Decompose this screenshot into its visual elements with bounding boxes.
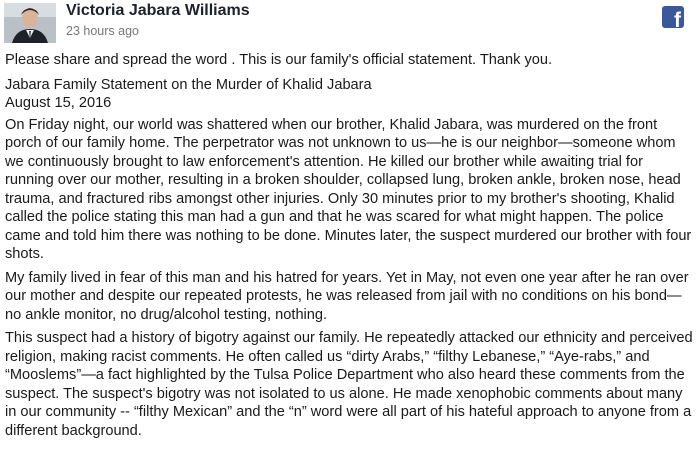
author-avatar[interactable] — [4, 3, 56, 43]
statement-paragraph: On Friday night, our world was shattered when our brother, Khalid Jabara, was murdered on the front porch of our family home. The perpetrator was not unknown to us—he is our neighbor—someone whom we continuously brought to law enforcement's attention. He killed our brother while awaiting trial for running over our mother, resulting in a broken shoulder, collapsed lung, broken ankle, broken nose, head trauma, and fractured ribs amongst other injuries. Only 30 minutes prior to my brother's shooting, Khalid called the police stating this man had a gun and that he was scared for what might happen. The police came and told him there was nothing to be done. Minutes later, the suspect murdered our brother with four shots. — [5, 116, 692, 262]
share-line: Please share and spread the word . This is our family's official statement. Thank you. — [5, 52, 553, 68]
author-name[interactable]: Victoria Jabara Williams — [66, 2, 250, 19]
post-timestamp[interactable]: 23 hours ago — [66, 24, 139, 38]
post-header — [0, 0, 700, 46]
statement-paragraph: My family lived in fear of this man and his hatred for years. Yet in May, not even one year after he ran over our mother and despite our repeated protests, he was released from jail with no conditions on his bond—no ankle monitor, no drug/alcohol testing, nothing. — [5, 269, 689, 323]
facebook-icon: f — [662, 6, 684, 28]
avatar-photo — [4, 3, 56, 43]
post-body — [5, 51, 695, 440]
statement-title: Jabara Family Statement on the Murder of Khalid Jabara — [5, 76, 372, 93]
statement-paragraph: This suspect had a history of bigotry against our family. He repeatedly attacked our ethnicity and perceived religion, making racist comments. He often called us “dirty Arabs,” “filthy Lebanese,” “Aye-rabs,” and “Mooslems”—a fact highlighted by the Tulsa Police Department who also heard these comments from the suspect. The suspect's bigotry was not isolated to us alone. He made xenophobic comments about many in our community -- “filthy Mexican” and the “n” word were all part of his hateful approach to anyone from a different background. — [5, 330, 693, 439]
statement-date: August 15, 2016 — [5, 95, 112, 111]
